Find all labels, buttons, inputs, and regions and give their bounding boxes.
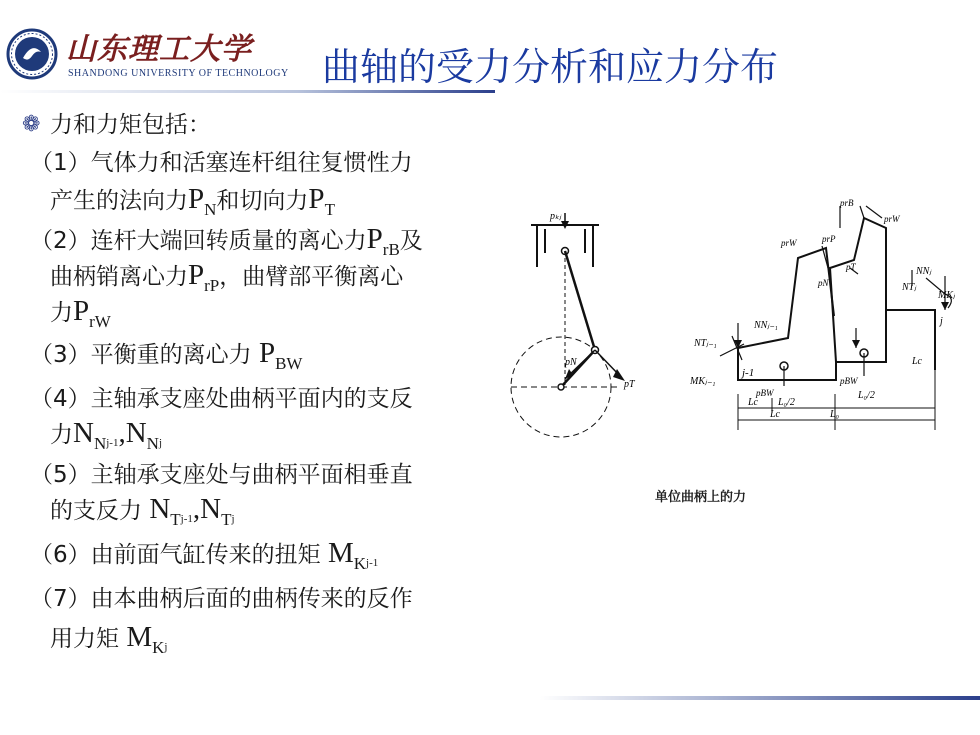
label-pbw: pBW	[756, 388, 774, 398]
item-2-line-1: （2）连杆大端回转质量的离心力$P_{rB}$及	[30, 223, 423, 259]
label-pbw2: pBW	[840, 376, 858, 386]
item-5-line-1: （5）主轴承支座处与曲柄平面相垂直	[30, 462, 413, 488]
label-nnj: NNⱼ	[916, 266, 932, 277]
item-2-line-2: 曲柄销离心力$P_{rP}$，曲臂部平衡离心	[50, 259, 404, 295]
footer-rule	[540, 696, 980, 700]
label-prw2: prW	[781, 238, 797, 248]
label-prp: prP	[822, 234, 836, 244]
label-lc: Lc	[748, 397, 758, 408]
piston-crank-diagram	[505, 205, 640, 460]
item-6: （6）由前面气缸传来的扭矩 $M_Kj-1$	[30, 537, 379, 573]
item-4-line-1: （4）主轴承支座处曲柄平面内的支反	[30, 386, 413, 412]
label-prw: prW	[884, 214, 900, 224]
unit-crank-force-diagram	[690, 198, 955, 458]
item-1-line-1: （1）气体力和活塞连杆组往复惯性力	[30, 150, 413, 176]
label-l0half: L₀/2	[778, 397, 795, 408]
item-2-line-3: 力$P_{rW}$	[50, 295, 111, 331]
label-pt: pT	[624, 379, 635, 390]
slide-title: 曲轴的受力分析和应力分布	[322, 45, 779, 89]
item-7-line-2: 用力矩 $M_Kj$	[50, 621, 168, 657]
label-ntj: NTⱼ	[902, 282, 916, 293]
item-3: （3）平衡重的离心力 $P_{BW}$	[30, 337, 303, 373]
label-pn2: pN	[818, 278, 829, 288]
label-lcr: Lc	[912, 356, 922, 367]
logo-chinese-name: 山东理工大学	[66, 32, 252, 67]
item-1-line-2: 产生的法向力$P_N$和切向力$P_T$	[50, 183, 335, 219]
label-lc2: Lc	[770, 409, 780, 420]
label-pkj: pₖⱼ	[550, 211, 562, 222]
label-ntj1: NTⱼ₋₁	[694, 338, 717, 349]
diagram-caption: 单位曲柄上的力	[655, 490, 747, 505]
intro-text: 力和力矩包括：	[50, 112, 211, 138]
label-l0half2: L₀/2	[858, 390, 875, 401]
title-underline	[0, 90, 495, 93]
item-4-line-2: 力$N_Nj-1,N_Nj$	[50, 417, 163, 453]
item-5-line-2: 的支反力 $N_Tj-1,N_Tj$	[50, 493, 235, 529]
label-j1: j-1	[742, 367, 755, 379]
label-j: j	[940, 316, 943, 327]
label-l0: L₀	[830, 409, 840, 420]
university-logo	[6, 22, 326, 86]
bullet-icon: ❁	[22, 112, 41, 137]
label-prb: prB	[840, 198, 854, 208]
logo-english-name: SHANDONG UNIVERSITY OF TECHNOLOGY	[68, 68, 289, 79]
item-7-line-1: （7）由本曲柄后面的曲柄传来的反作	[30, 586, 413, 612]
label-pt2: pT	[846, 262, 856, 272]
seal-icon	[6, 28, 58, 80]
label-pn: pN	[565, 357, 577, 368]
label-nnj1: NNⱼ₋₁	[754, 320, 778, 331]
label-mkj1: MKⱼ₋₁	[690, 376, 716, 387]
label-mkj: MKⱼ	[938, 290, 955, 301]
